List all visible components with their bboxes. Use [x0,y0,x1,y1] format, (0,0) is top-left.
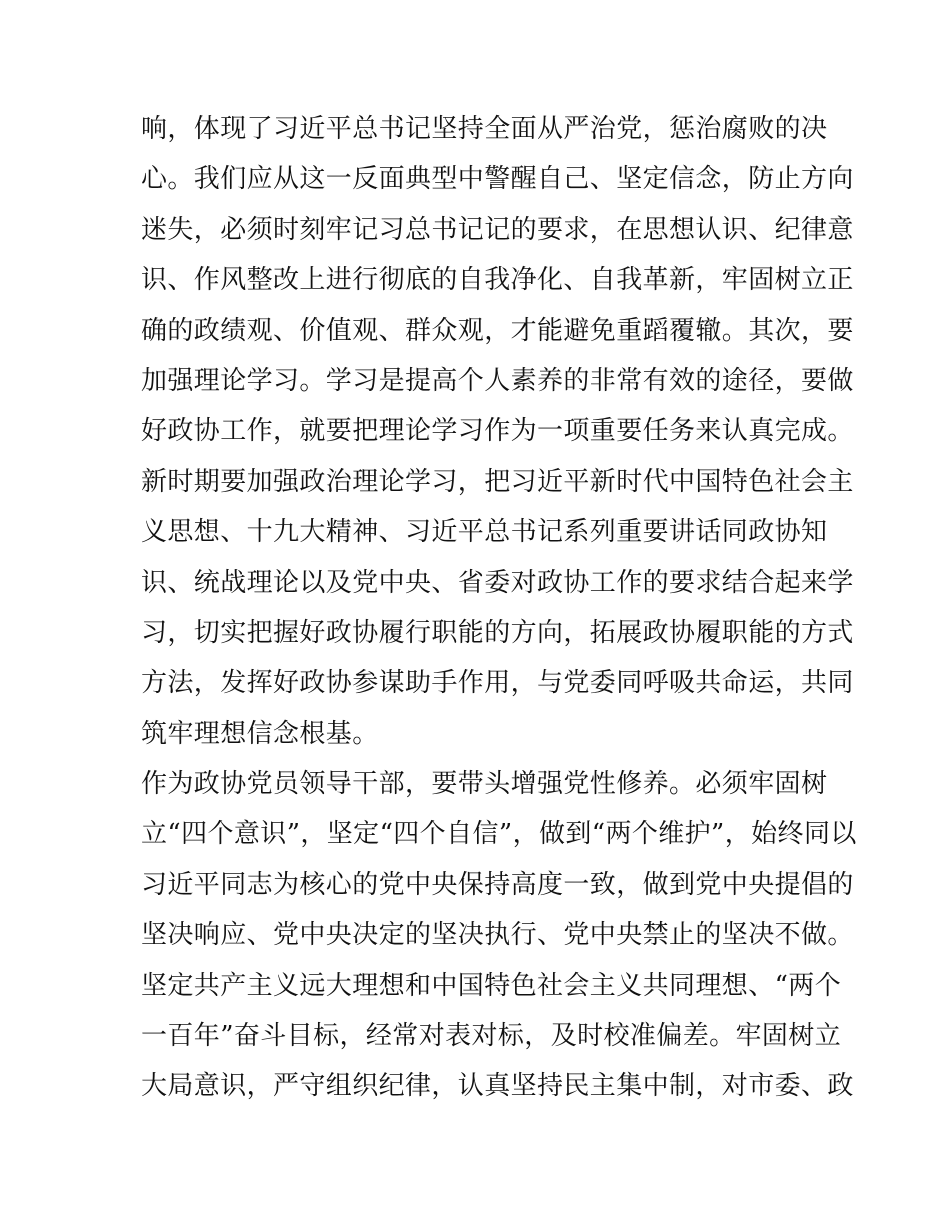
text-line: 筑牢理想信念根基。 [141,718,379,749]
text-line: 迷失，必须时刻牢记习总书记记的要求，在思想认识、纪律意 [141,214,854,245]
text-line: 识、作风整改上进行彻底的自我净化、自我革新，牢固树立正 [141,265,854,296]
text-line: 习近平同志为核心的党中央保持高度一致，做到党中央提倡的 [141,869,854,900]
text-line: 好政协工作，就要把理论学习作为一项重要任务来认真完成。 [141,416,854,447]
text-line: 心。我们应从这一反面典型中警醒自己、坚定信念，防止方向 [141,164,854,195]
text-line: 确的政绩观、价值观、群众观，才能避免重蹈覆辙。其次，要 [141,315,854,346]
body-text [141,104,857,1112]
text-line: 识、统战理论以及党中央、省委对政协工作的要求结合起来学 [141,567,854,598]
text-line: 作为政协党员领导干部，要带头增强党性修养。必须牢固树 [141,769,828,800]
text-line: 一百年”奋斗目标，经常对表对标，及时校准偏差。牢固树立 [141,1021,842,1052]
text-line: 方法，发挥好政协参谋助手作用，与党委同呼吸共命运，共同 [141,668,854,699]
text-line: 响，体现了习近平总书记坚持全面从严治党，惩治腐败的决 [141,114,828,144]
text-line: 习，切实把握好政协履行职能的方向，拓展政协履职能的方式 [141,617,854,648]
text-line: 新时期要加强政治理论学习，把习近平新时代中国特色社会主 [141,466,854,497]
text-line: 坚定共产主义远大理想和中国特色社会主义共同理想、“两个 [141,970,842,1001]
text-line: 加强理论学习。学习是提高个人素养的非常有效的途径，要做 [141,365,854,396]
text-line: 立“四个意识”，坚定“四个自信”，做到“两个维护”，始终同以 [141,819,857,850]
text-line: 义思想、十九大精神、习近平总书记系列重要讲话同政协知 [141,517,828,548]
text-line: 坚决响应、党中央决定的坚决执行、党中央禁止的坚决不做。 [141,920,854,951]
text-line: 大局意识，严守组织纪律，认真坚持民主集中制，对市委、政 [141,1071,854,1102]
